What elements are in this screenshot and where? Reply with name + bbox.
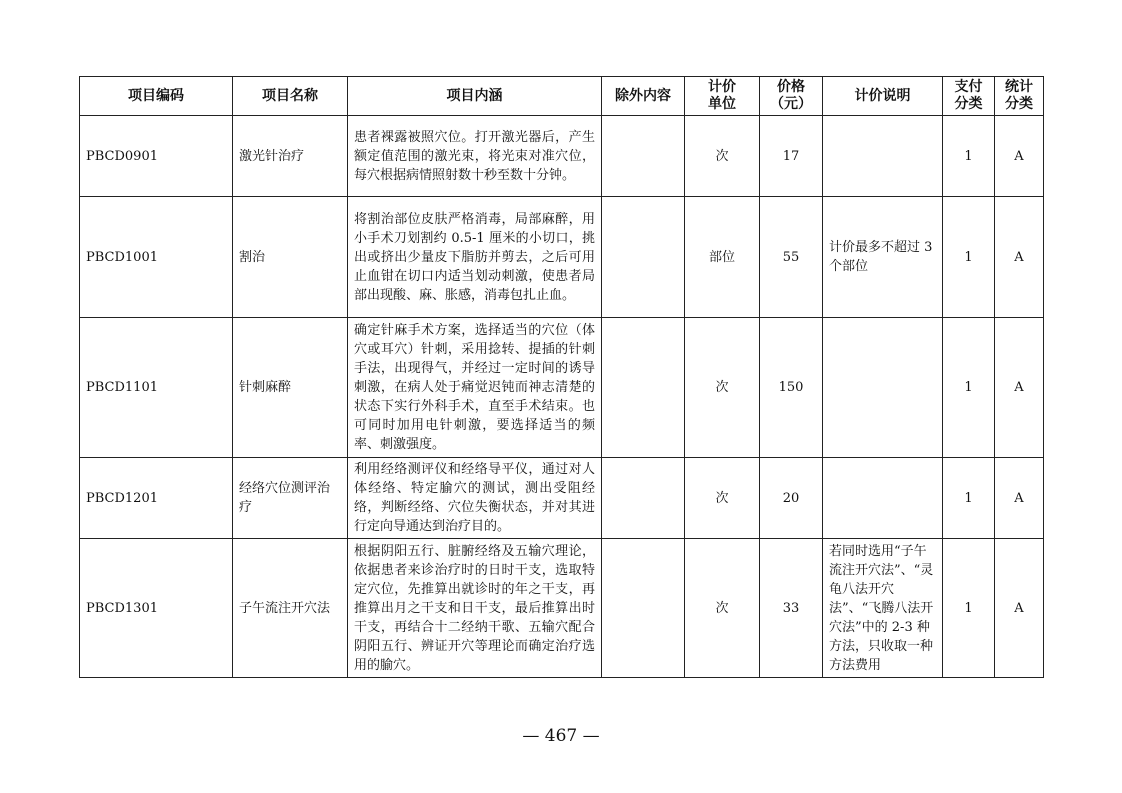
cell-note — [823, 116, 943, 197]
cell-note: 计价最多不超过 3 个部位 — [823, 197, 943, 318]
header-code: 项目编码 — [80, 77, 233, 116]
cell-price: 20 — [760, 458, 823, 539]
cell-stat: A — [995, 539, 1044, 678]
header-name: 项目名称 — [233, 77, 348, 116]
cell-stat: A — [995, 458, 1044, 539]
table-row — [80, 539, 1044, 678]
cell-exclusions — [602, 318, 685, 458]
header-price: 价格 （元） — [760, 77, 823, 116]
cell-content: 确定针麻手术方案，选择适当的穴位（体穴或耳穴）针刺，采用捻转、提插的针刺手法，出现得气，并经过一定时间的诱导刺激，在病人处于痛觉迟钝而神志清楚的状态下实行外科手术，直至手术结束。也可同时加用电针刺激，要选择适当的频率、刺激强度。 — [348, 318, 602, 458]
cell-payment: 1 — [943, 116, 995, 197]
cell-unit: 次 — [685, 318, 760, 458]
cell-price: 17 — [760, 116, 823, 197]
cell-content: 患者裸露被照穴位。打开激光器后，产生额定值范围的激光束，将光束对准穴位，每穴根据病情照射数十秒至数十分钟。 — [348, 116, 602, 197]
cell-code: PBCD0901 — [80, 116, 233, 197]
cell-exclusions — [602, 116, 685, 197]
cell-unit: 部位 — [685, 197, 760, 318]
cell-name: 激光针治疗 — [233, 116, 348, 197]
price-table — [79, 76, 1044, 678]
table-header-row — [80, 77, 1044, 116]
cell-unit: 次 — [685, 116, 760, 197]
cell-note — [823, 318, 943, 458]
cell-name: 经络穴位测评治疗 — [233, 458, 348, 539]
header-note: 计价说明 — [823, 77, 943, 116]
cell-note: 若同时选用“子午流注开穴法”、“灵龟八法开穴法”、“飞腾八法开穴法”中的 2-3 种方法，只收取一种方法费用 — [823, 539, 943, 678]
cell-stat: A — [995, 197, 1044, 318]
cell-stat: A — [995, 318, 1044, 458]
cell-payment: 1 — [943, 458, 995, 539]
header-content: 项目内涵 — [348, 77, 602, 116]
table-row — [80, 116, 1044, 197]
cell-price: 55 — [760, 197, 823, 318]
page-number: — 467 — — [522, 726, 600, 746]
header-payment: 支付 分类 — [943, 77, 995, 116]
cell-unit: 次 — [685, 458, 760, 539]
header-exclusions: 除外内容 — [602, 77, 685, 116]
cell-unit: 次 — [685, 539, 760, 678]
cell-payment: 1 — [943, 539, 995, 678]
cell-payment: 1 — [943, 197, 995, 318]
header-unit: 计价 单位 — [685, 77, 760, 116]
cell-exclusions — [602, 458, 685, 539]
cell-code: PBCD1301 — [80, 539, 233, 678]
cell-payment: 1 — [943, 318, 995, 458]
cell-price: 150 — [760, 318, 823, 458]
cell-code: PBCD1101 — [80, 318, 233, 458]
cell-name: 子午流注开穴法 — [233, 539, 348, 678]
cell-exclusions — [602, 197, 685, 318]
cell-content: 将割治部位皮肤严格消毒，局部麻醉，用小手术刀划割约 0.5-1 厘米的小切口，挑出或挤出少量皮下脂肪并剪去，之后可用止血钳在切口内适当划动刺激，使患者局部出现酸、麻、胀感，消毒包扎止血。 — [348, 197, 602, 318]
cell-code: PBCD1001 — [80, 197, 233, 318]
cell-content: 利用经络测评仪和经络导平仪，通过对人体经络、特定腧穴的测试，测出受阻经络，判断经络、穴位失衡状态，并对其进行定向导通达到治疗目的。 — [348, 458, 602, 539]
table-row — [80, 318, 1044, 458]
table-row — [80, 458, 1044, 539]
cell-exclusions — [602, 539, 685, 678]
cell-stat: A — [995, 116, 1044, 197]
cell-note — [823, 458, 943, 539]
cell-content: 根据阴阳五行、脏腑经络及五输穴理论，依据患者来诊治疗时的日时干支，选取特定穴位，先推算出就诊时的年之干支，再推算出月之干支和日干支，最后推算出时干支，再结合十二经纳干歌、五输穴配合阴阳五行、辨证开穴等理论而确定治疗选用的腧穴。 — [348, 539, 602, 678]
cell-code: PBCD1201 — [80, 458, 233, 539]
cell-name: 割治 — [233, 197, 348, 318]
cell-name: 针刺麻醉 — [233, 318, 348, 458]
table-row — [80, 197, 1044, 318]
header-stat: 统计 分类 — [995, 77, 1044, 116]
cell-price: 33 — [760, 539, 823, 678]
